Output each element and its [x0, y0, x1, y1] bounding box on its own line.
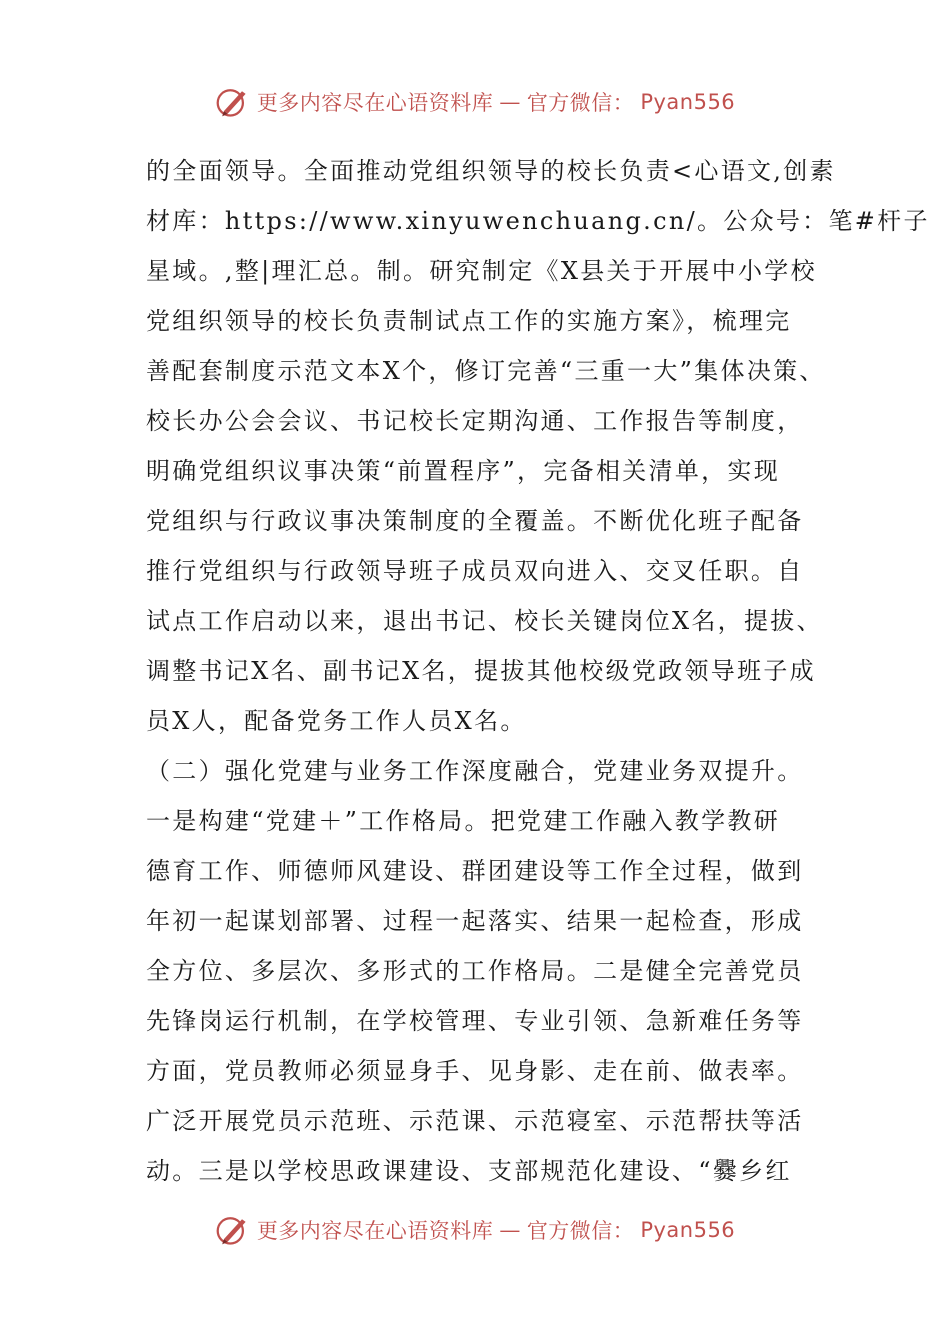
- body-line: 年初一起谋划部署、过程一起落实、结果一起检查，形成: [146, 907, 804, 935]
- body-line: 推行党组织与行政领导班子成员双向进入、交叉任职。自: [146, 557, 804, 585]
- header-banner-separator: —: [499, 90, 521, 114]
- footer-banner-main-text: 更多内容尽在心语资料库: [256, 1219, 494, 1243]
- footer-banner-separator: —: [499, 1218, 521, 1242]
- body-line: 德育工作、师德师风建设、群团建设等工作全过程，做到: [146, 857, 804, 885]
- header-banner-label: 官方微信：: [526, 91, 635, 115]
- body-line: 星域。,整|理汇总。制。研究制定《X县关于开展中小学校: [146, 257, 817, 285]
- section-heading: （二）强化党建与业务工作深度融合，党建业务双提升。: [146, 757, 804, 785]
- body-line: 调整书记X名、副书记X名，提拔其他校级党政领导班子成: [146, 657, 816, 685]
- header-banner-main-text: 更多内容尽在心语资料库: [256, 91, 494, 115]
- body-line: 动。三是以学校思政课建设、支部规范化建设、“爨乡红: [146, 1157, 792, 1185]
- body-line: 一是构建“党建＋”工作格局。把党建工作融入教学教研: [146, 807, 781, 835]
- body-line: 的全面领导。全面推动党组织领导的校长负责<心语文,创素: [146, 157, 836, 185]
- body-line: 党组织与行政议事决策制度的全覆盖。不断优化班子配备: [146, 507, 804, 535]
- header-banner: [0, 80, 950, 124]
- footer-banner: [0, 1208, 950, 1252]
- body-line: 党组织领导的校长负责制试点工作的实施方案》，梳理完: [146, 307, 792, 335]
- body-line: 材库：https://www.xinyuwenchuang.cn/。公众号：笔#杆子: [146, 207, 930, 235]
- footer-banner-label: 官方微信：: [526, 1219, 635, 1243]
- body-line: 先锋岗运行机制，在学校管理、专业引领、急新难任务等: [146, 1007, 804, 1035]
- document-body: [146, 146, 930, 1196]
- body-line: 校长办公会会议、书记校长定期沟通、工作报告等制度，: [146, 407, 804, 435]
- body-line: 明确党组织议事决策“前置程序”，完备相关清单，实现: [146, 457, 781, 485]
- body-line: 善配套制度示范文本X个，修订完善“三重一大”集体决策、: [146, 357, 826, 385]
- body-line: 广泛开展党员示范班、示范课、示范寝室、示范帮扶等活: [146, 1107, 804, 1135]
- body-line: 全方位、多层次、多形式的工作格局。二是健全完善党员: [146, 957, 804, 985]
- pen-logo-icon: [215, 1212, 251, 1248]
- body-line: 员X人，配备党务工作人员X名。: [146, 707, 527, 735]
- footer-banner-wechat-id: Pyan556: [640, 1218, 736, 1242]
- header-banner-wechat-id: Pyan556: [640, 90, 736, 114]
- pen-logo-icon: [215, 84, 251, 120]
- body-line: 方面，党员教师必须显身手、见身影、走在前、做表率。: [146, 1057, 804, 1085]
- body-line: 试点工作启动以来，退出书记、校长关键岗位X名，提拔、: [146, 607, 823, 635]
